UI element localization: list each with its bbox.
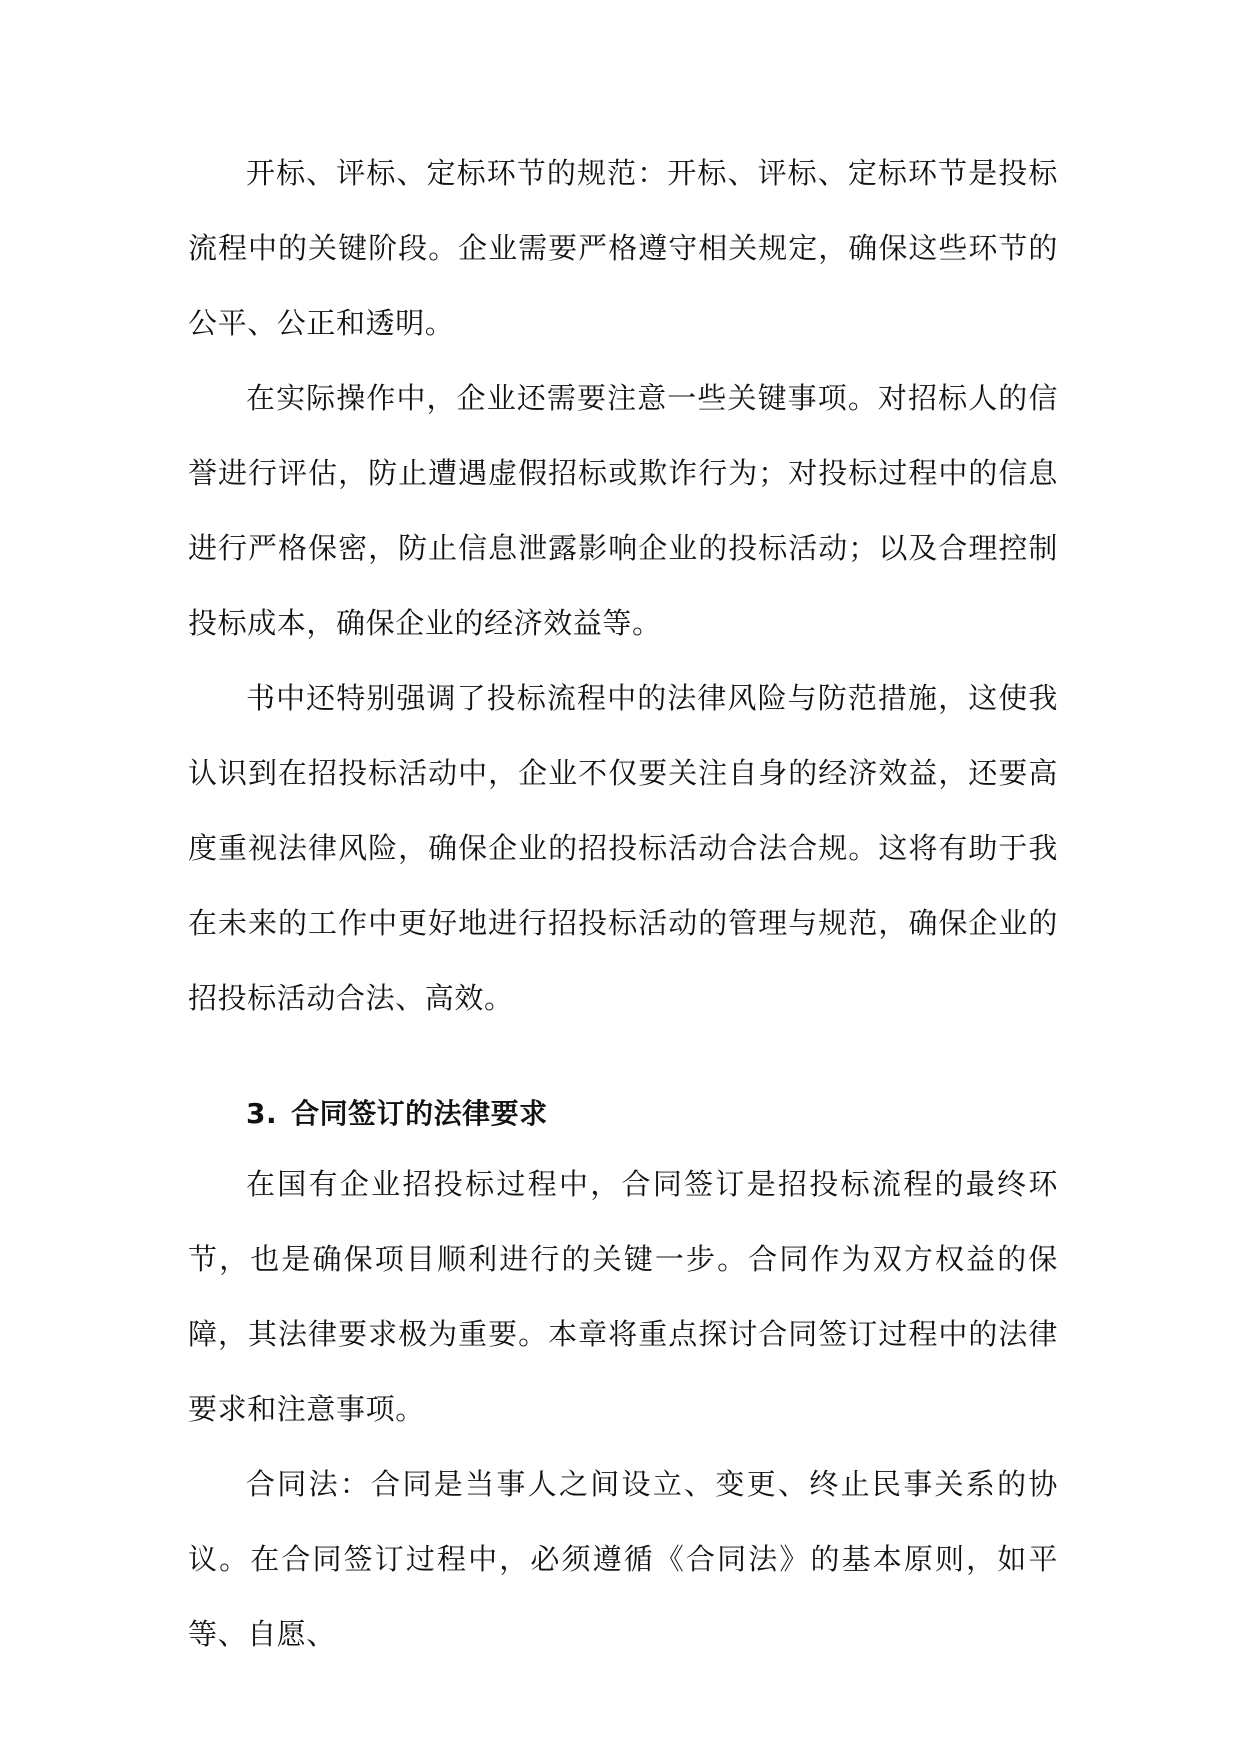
paragraph-contract-law: 合同法：合同是当事人之间设立、变更、终止民事关系的协议。在合同签订过程中，必须遵循《合同法》的基本原则，如平等、自愿、: [188, 1467, 1058, 1651]
section-title: 合同签订的法律要求: [291, 1097, 548, 1130]
paragraph-legal-risks: 书中还特别强调了投标流程中的法律风险与防范措施，这使我认识到在招投标活动中，企业不仅要关注自身的经济效益，还要高度重视法律风险，确保企业的招投标活动合法合规。这将有助于我在未来的工作中更好地进行招投标活动的管理与规范，确保企业的招投标活动合法、高效。: [188, 681, 1058, 1015]
section-number: 3.: [246, 1097, 278, 1130]
paragraph-key-matters: 在实际操作中，企业还需要注意一些关键事项。对招标人的信誉进行评估，防止遭遇虚假招标或欺诈行为；对投标过程中的信息进行严格保密，防止信息泄露影响企业的投标活动；以及合理控制投标成本，确保企业的经济效益等。: [188, 381, 1058, 640]
section-heading: [246, 1084, 1046, 1144]
paragraph-contract-intro: 在国有企业招投标过程中，合同签订是招投标流程的最终环节，也是确保项目顺利进行的关键一步。合同作为双方权益的保障，其法律要求极为重要。本章将重点探讨合同签订过程中的法律要求和注意事项。: [188, 1167, 1058, 1426]
paragraph-bid-opening-norms: 开标、评标、定标环节的规范：开标、评标、定标环节是投标流程中的关键阶段。企业需要严格遵守相关规定，确保这些环节的公平、公正和透明。: [188, 156, 1058, 340]
